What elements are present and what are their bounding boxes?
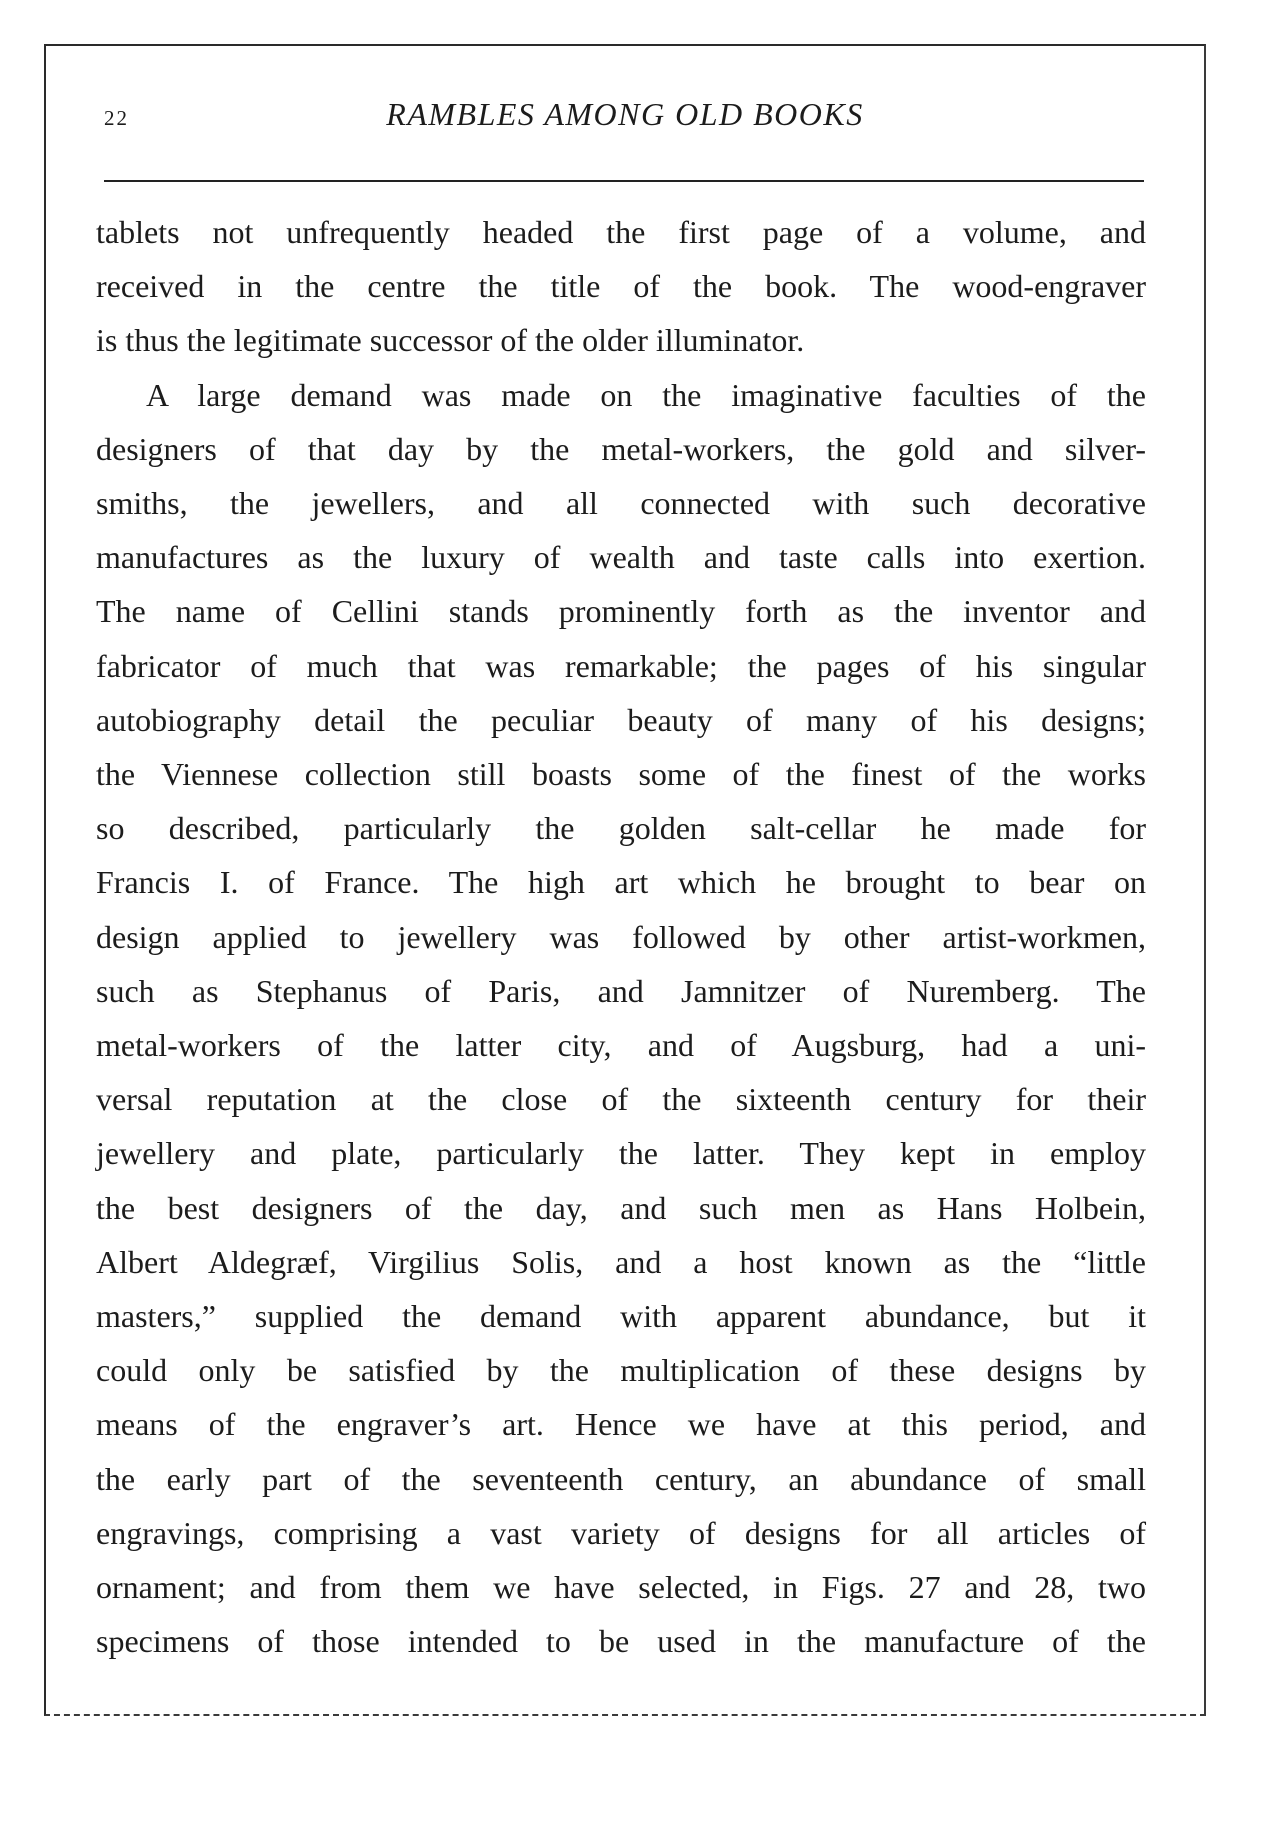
text-line: masters,” supplied the demand with apparent abundance, but it bbox=[96, 1298, 1146, 1335]
text-line: metal-workers of the latter city, and of Augsburg, had a uni- bbox=[96, 1027, 1146, 1064]
running-title: RAMBLES AMONG OLD BOOKS bbox=[386, 96, 864, 132]
paragraph bbox=[96, 368, 1146, 1669]
text-line: versal reputation at the close of the sixteenth century for their bbox=[96, 1081, 1146, 1118]
text-line: tablets not unfrequently headed the first page of a volume, and bbox=[96, 214, 1146, 250]
text-line: received in the centre the title of the book. The wood-engraver bbox=[96, 268, 1146, 305]
text-line: smiths, the jewellers, and all connected with such decorative bbox=[96, 485, 1146, 522]
header-rule bbox=[104, 180, 1144, 182]
text-line: Albert Aldegræf, Virgilius Solis, and a host known as the “little bbox=[96, 1243, 1146, 1280]
text-line: A large demand was made on the imaginative faculties of the bbox=[146, 376, 1146, 413]
text-line: the Viennese collection still boasts some of the finest of the works bbox=[96, 756, 1146, 793]
text-line: specimens of those intended to be used in the manufacture of the bbox=[96, 1623, 1146, 1660]
text-line: the early part of the seventeenth century, an abundance of small bbox=[96, 1460, 1146, 1497]
text-line: fabricator of much that was remarkable; the pages of his singular bbox=[96, 647, 1146, 684]
text-line: The name of Cellini stands prominently forth as the inventor and bbox=[96, 593, 1146, 630]
text-line: could only be satisfied by the multiplication of these designs by bbox=[96, 1352, 1146, 1389]
text-line: so described, particularly the golden salt-cellar he made for bbox=[96, 810, 1146, 847]
text-line: autobiography detail the peculiar beauty of many of his designs; bbox=[96, 701, 1146, 738]
text-line: Francis I. of France. The high art which he brought to bear on bbox=[96, 864, 1146, 901]
body-text bbox=[96, 205, 1146, 1668]
text-line: designers of that day by the metal-workers, the gold and silver- bbox=[96, 430, 1146, 467]
text-line: manufactures as the luxury of wealth and taste calls into exertion. bbox=[96, 539, 1146, 576]
text-line: jewellery and plate, particularly the latter. They kept in employ bbox=[96, 1135, 1146, 1172]
text-line: ornament; and from them we have selected, in Figs. 27 and 28, two bbox=[96, 1569, 1146, 1606]
running-head bbox=[100, 96, 1150, 140]
text-line: means of the engraver’s art. Hence we have at this period, and bbox=[96, 1406, 1146, 1443]
text-line: the best designers of the day, and such men as Hans Holbein, bbox=[96, 1189, 1146, 1226]
text-line: design applied to jewellery was followed by other artist-workmen, bbox=[96, 918, 1146, 955]
text-line: engravings, comprising a vast variety of designs for all articles of bbox=[96, 1514, 1146, 1551]
paragraph bbox=[96, 205, 1146, 368]
text-line: is thus the legitimate successor of the older illuminator. bbox=[96, 322, 805, 359]
text-line: such as Stephanus of Paris, and Jamnitzer of Nuremberg. The bbox=[96, 972, 1146, 1009]
page-number: 22 bbox=[104, 106, 129, 130]
